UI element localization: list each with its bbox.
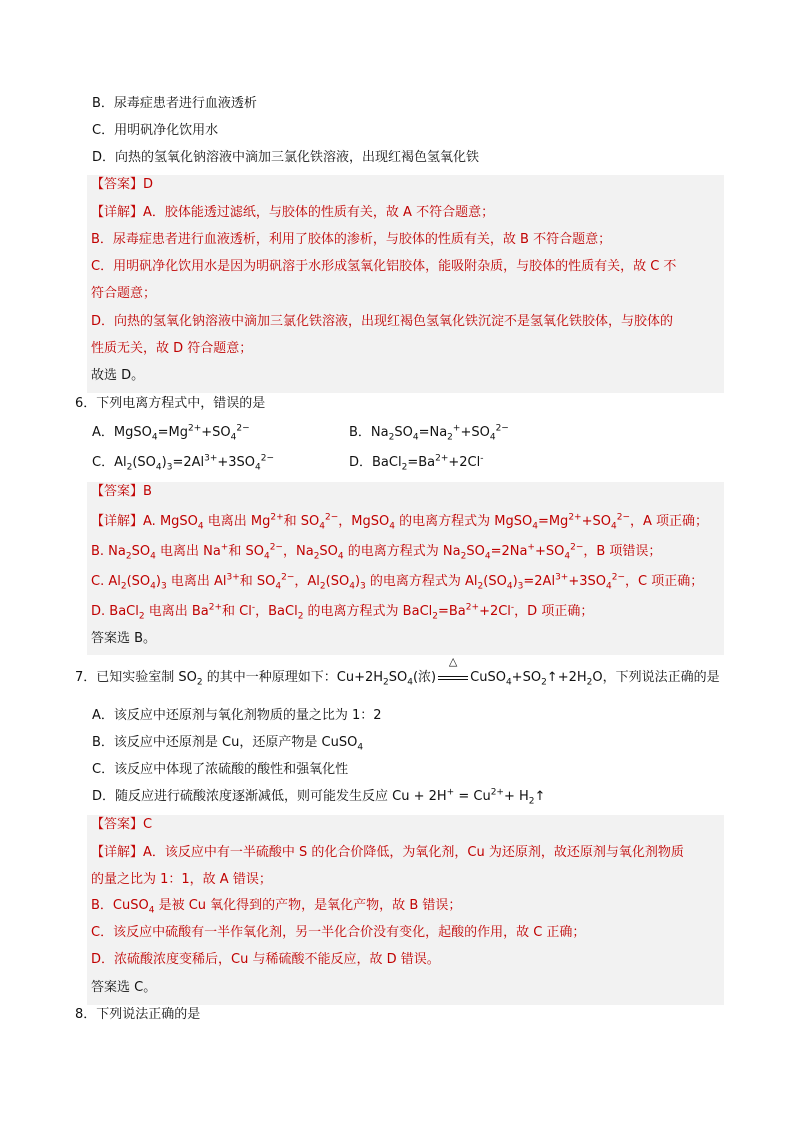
answer-value: B <box>143 484 152 499</box>
q7-option-d: D．随反应进行硫酸浓度逐渐减低，则可能发生反应 $Cu + 2H^+ = Cu^{2+}+$ $H_2↑$ <box>92 787 546 807</box>
q5-detail-d-line1: D．向热的氢氧化钠溶液中滴加三氯化铁溶液，出现红褐色氢氧化铁沉淀不是氢氧化铁胶体，与胶体的 <box>91 314 674 329</box>
answer-tag: 【答案】 <box>91 817 144 832</box>
detail-text: A．该反应中有一半硫酸中 S 的化合价降低，为氧化剂，Cu 为还原剂，故还原剂与氧化剂物质 <box>143 845 684 860</box>
answer-tag: 【答案】 <box>91 177 144 192</box>
q6-answer-panel <box>87 482 724 655</box>
q7-detail-a-line2: 的量之比为 1：1，故 A 错误； <box>91 872 272 887</box>
q6-answer <box>91 482 152 502</box>
q7-option-a: A．该反应中还原剂与氧化剂物质的量之比为 1：2 <box>92 708 382 723</box>
q6-detail-d: D. BaCl$_2$ 电离出 $Ba^{2+}$和 Cl-，BaCl$_2$ 的电离方程式为 $BaCl_2=Ba^{2+}+2Cl^-$，D 项正确； <box>91 602 594 622</box>
q7-conclusion: 答案选 C。 <box>91 980 157 995</box>
detail-tag: 【详解】 <box>91 205 144 220</box>
q6-detail-b: B. $Na_2SO_4$ 电离出 Na+和 $SO_4^{2-}$，$Na_2SO_4$ 的电离方程式为 $Na_2SO_4=2Na^++SO_4^{2-}$，B 项错误； <box>91 542 662 562</box>
q6-option-b: B．$Na_2SO_4=Na_2^++SO_4^{2-}$ <box>349 423 509 443</box>
q8-stem: 8．下列说法正确的是 <box>75 1007 201 1022</box>
q5-detail-a <box>91 203 494 223</box>
detail-tag: 【详解】 <box>91 845 144 860</box>
q5-detail-b: B．尿毒症患者进行血液透析，利用了胶体的渗析，与胶体的性质有关，故 B 不符合题意； <box>91 232 612 247</box>
q5-detail-d-line2: 性质无关，故 D 符合题意； <box>91 341 253 356</box>
q5-option-d: D．向热的氢氧化钠溶液中滴加三氯化铁溶液，出现红褐色氢氧化铁 <box>92 150 480 165</box>
q6-detail-c: C. $Al_2(SO_4)_3$ 电离出 $Al^{3+}$和 $SO_4^{2-}$，$Al_2(SO_4)_3$ 的电离方程式为 $Al_2(SO_4)_3=2Al^{3+}+3SO_4^{2-}$，C 项正确； <box>91 572 704 592</box>
heat-arrow <box>438 655 468 688</box>
q5-detail-c-line1: C．用明矾净化饮用水是因为明矾溶于水形成氢氧化铝胶体，能吸附杂质，与胶体的性质有关，故 C 不 <box>91 259 677 274</box>
answer-tag: 【答案】 <box>91 484 144 499</box>
q7-detail-c: C．该反应中硫酸有一半作氧化剂，另一半化合价没有变化，起酸的作用，故 C 正确； <box>91 925 586 940</box>
q7-stem: 7．已知实验室制 $SO_2$ 的其中一种原理如下：$Cu+2H_2SO_4$(浓) △ $CuSO_4+SO_2↑+2H_2O$，下列说法正确的是 <box>75 668 720 688</box>
q7-detail-b: B．CuSO$_4$ 是被 Cu 氧化得到的产物，是氧化产物，故 B 错误； <box>91 898 462 916</box>
q7-option-c: C．该反应中体现了浓硫酸的酸性和强氧化性 <box>92 762 349 777</box>
answer-value: C <box>143 817 153 832</box>
answer-value: D <box>143 177 154 192</box>
q6-option-a: A．$MgSO_4=Mg^{2+}+SO_4^{2-}$ <box>92 423 250 443</box>
q5-answer <box>91 175 153 195</box>
q5-option-c: C．用明矾净化饮用水 <box>92 123 219 138</box>
heat-symbol-icon: △ <box>448 655 458 668</box>
q7-option-b: B．该反应中还原剂是 Cu，还原产物是 CuSO$_4$ <box>92 735 364 753</box>
q5-conclusion: 故选 D。 <box>91 368 145 383</box>
q6-stem: 6．下列电离方程式中，错误的是 <box>75 396 266 411</box>
q7-stem-suffix: ，下列说法正确的是 <box>602 670 720 685</box>
q6-option-d: D．$BaCl_2=Ba^{2+}+2Cl^-$ <box>349 453 484 473</box>
detail-tag: 【详解】 <box>91 514 144 529</box>
q6-conclusion: 答案选 B。 <box>91 631 157 646</box>
detail-text: A．胶体能透过滤纸，与胶体的性质有关，故 A 不符合题意； <box>143 205 495 220</box>
q5-detail-c-line2: 符合题意； <box>91 286 157 301</box>
q7-answer <box>91 815 152 835</box>
q7-detail-d: D．浓硫酸浓度变稀后，Cu 与稀硫酸不能反应，故 D 错误。 <box>91 952 440 967</box>
q6-detail-a: 【详解】A. MgSO$_4$ 电离出 $Mg^{2+}$和 $SO_4^{2-}$，MgSO$_4$ 的电离方程式为 $MgSO_4=Mg^{2+}+SO_4^{2-}$，A 项正确； <box>91 512 709 532</box>
q5-option-b: B．尿毒症患者进行血液透析 <box>92 96 257 111</box>
q6-option-c: C．$Al_2(SO_4)_3=2Al^{3+}+3SO_4^{2-}$ <box>92 453 275 473</box>
q7-detail-a-line1 <box>91 843 684 863</box>
